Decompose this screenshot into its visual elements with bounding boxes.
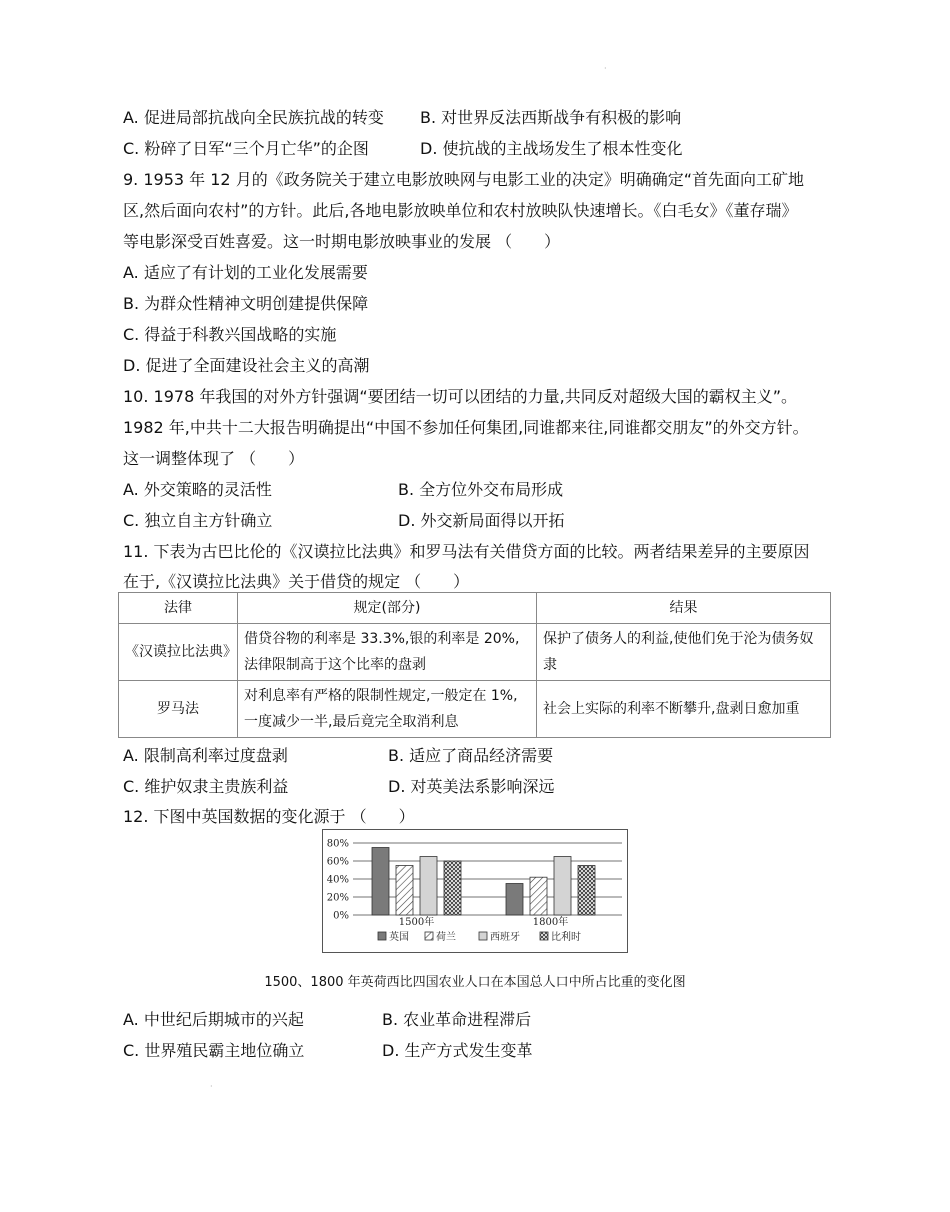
q11-option-a[interactable]: A. 限制高利率过度盘剥 xyxy=(123,746,288,765)
q10-option-a[interactable]: A. 外交策略的灵活性 xyxy=(123,480,272,499)
scan-dot: · xyxy=(210,1082,213,1091)
chart-svg xyxy=(322,829,628,953)
legend-label: 荷兰 xyxy=(436,932,456,943)
table-row xyxy=(119,624,831,681)
q12-stem: 12. 下图中英国数据的变化源于 （ ） xyxy=(123,807,415,826)
q10-stem-line3: 这一调整体现了 （ ） xyxy=(123,449,305,468)
bar xyxy=(506,884,523,916)
agriculture-population-chart xyxy=(322,829,628,953)
cell-line: 隶 xyxy=(543,657,557,673)
q9-stem-line3: 等电影深受百姓喜爱。这一时期电影放映事业的发展 （ ） xyxy=(123,232,561,251)
table-header-law: 法律 xyxy=(119,593,238,624)
table-cell-law: 《汉谟拉比法典》 xyxy=(119,624,238,681)
scan-dot: · xyxy=(604,64,607,73)
q12-option-d[interactable]: D. 生产方式发生变革 xyxy=(382,1041,533,1060)
legend-swatch xyxy=(425,932,433,940)
cell-line: 借贷谷物的利率是 33.3%,银的利率是 20%, xyxy=(244,631,520,647)
q9-option-d[interactable]: D. 促进了全面建设社会主义的高潮 xyxy=(123,356,370,375)
table-row xyxy=(119,681,831,738)
cell-line: 对利息率有严格的限制性规定,一般定在 1%, xyxy=(244,688,518,704)
x-tick-label: 1800年 xyxy=(532,917,569,928)
table-header-rule: 规定(部分) xyxy=(238,593,537,624)
q11-stem-line2: 在于,《汉谟拉比法典》关于借贷的规定 （ ） xyxy=(123,572,470,591)
bar xyxy=(396,866,413,916)
q8-option-c[interactable]: C. 粉碎了日军“三个月亡华”的企图 xyxy=(123,139,369,158)
y-tick-label: 60% xyxy=(326,856,349,868)
bar xyxy=(444,861,461,915)
q11-option-d[interactable]: D. 对英美法系影响深远 xyxy=(388,777,555,796)
y-tick-label: 80% xyxy=(326,838,349,850)
q8-option-a[interactable]: A. 促进局部抗战向全民族抗战的转变 xyxy=(123,108,384,127)
q10-option-c[interactable]: C. 独立自主方针确立 xyxy=(123,511,273,530)
q9-option-b[interactable]: B. 为群众性精神文明创建提供保障 xyxy=(123,294,369,313)
q10-option-d[interactable]: D. 外交新局面得以开拓 xyxy=(398,511,565,530)
cell-line: 法律限制高于这个比率的盘剥 xyxy=(244,657,426,673)
q10-option-b[interactable]: B. 全方位外交布局形成 xyxy=(398,480,564,499)
q9-option-c[interactable]: C. 得益于科教兴国战略的实施 xyxy=(123,325,337,344)
legend-swatch xyxy=(378,932,386,940)
cell-line: 一度减少一半,最后竟完全取消利息 xyxy=(244,714,459,730)
q11-stem-line1: 11. 下表为古巴比伦的《汉谟拉比法典》和罗马法有关借贷方面的比较。两者结果差异的主要原因 xyxy=(123,542,810,561)
cell-line: 保护了债务人的利益,使他们免于沦为债务奴 xyxy=(543,631,814,647)
q9-option-a[interactable]: A. 适应了有计划的工业化发展需要 xyxy=(123,263,368,282)
y-tick-label: 20% xyxy=(326,892,349,904)
table-cell-result xyxy=(537,624,831,681)
chart-caption: 1500、1800 年英荷西比四国农业人口在本国总人口中所占比重的变化图 xyxy=(264,975,686,990)
q12-option-b[interactable]: B. 农业革命进程滞后 xyxy=(382,1010,532,1029)
q8-option-d[interactable]: D. 使抗战的主战场发生了根本性变化 xyxy=(420,139,683,158)
bar xyxy=(372,848,389,916)
legend-swatch xyxy=(540,932,548,940)
y-tick-label: 40% xyxy=(326,874,349,886)
legend-label: 英国 xyxy=(389,932,409,943)
law-comparison-table xyxy=(118,592,831,738)
q9-stem-line2: 区,然后面向农村”的方针。此后,各地电影放映单位和农村放映队快速增长。《白毛女》《董存瑞》 xyxy=(123,201,798,220)
table-cell-rule xyxy=(238,681,537,738)
bar xyxy=(554,857,571,916)
q9-stem-line1: 9. 1953 年 12 月的《政务院关于建立电影放映网与电影工业的决定》明确确定“首先面向工矿地 xyxy=(123,170,804,189)
q8-option-b[interactable]: B. 对世界反法西斯战争有积极的影响 xyxy=(420,108,682,127)
table-header-row xyxy=(119,593,831,624)
bar xyxy=(578,866,595,916)
table-cell-rule xyxy=(238,624,537,681)
table-header-result: 结果 xyxy=(537,593,831,624)
legend-label: 西班牙 xyxy=(490,932,520,943)
legend-swatch xyxy=(479,932,487,940)
table-cell-law: 罗马法 xyxy=(119,681,238,738)
table-cell-result: 社会上实际的利率不断攀升,盘剥日愈加重 xyxy=(537,681,831,738)
q11-option-b[interactable]: B. 适应了商品经济需要 xyxy=(388,746,554,765)
legend-label: 比利时 xyxy=(551,932,581,943)
q12-option-c[interactable]: C. 世界殖民霸主地位确立 xyxy=(123,1041,305,1060)
y-tick-label: 0% xyxy=(333,910,349,922)
q10-stem-line2: 1982 年,中共十二大报告明确提出“中国不参加任何集团,同谁都来往,同谁都交朋友”的外交方针。 xyxy=(123,418,809,437)
bar xyxy=(530,877,547,915)
bar xyxy=(420,857,437,916)
x-tick-label: 1500年 xyxy=(398,917,435,928)
q10-stem-line1: 10. 1978 年我国的对外方针强调“要团结一切可以团结的力量,共同反对超级大国的霸权主义”。 xyxy=(123,387,798,406)
q11-option-c[interactable]: C. 维护奴隶主贵族利益 xyxy=(123,777,289,796)
q12-option-a[interactable]: A. 中世纪后期城市的兴起 xyxy=(123,1010,304,1029)
